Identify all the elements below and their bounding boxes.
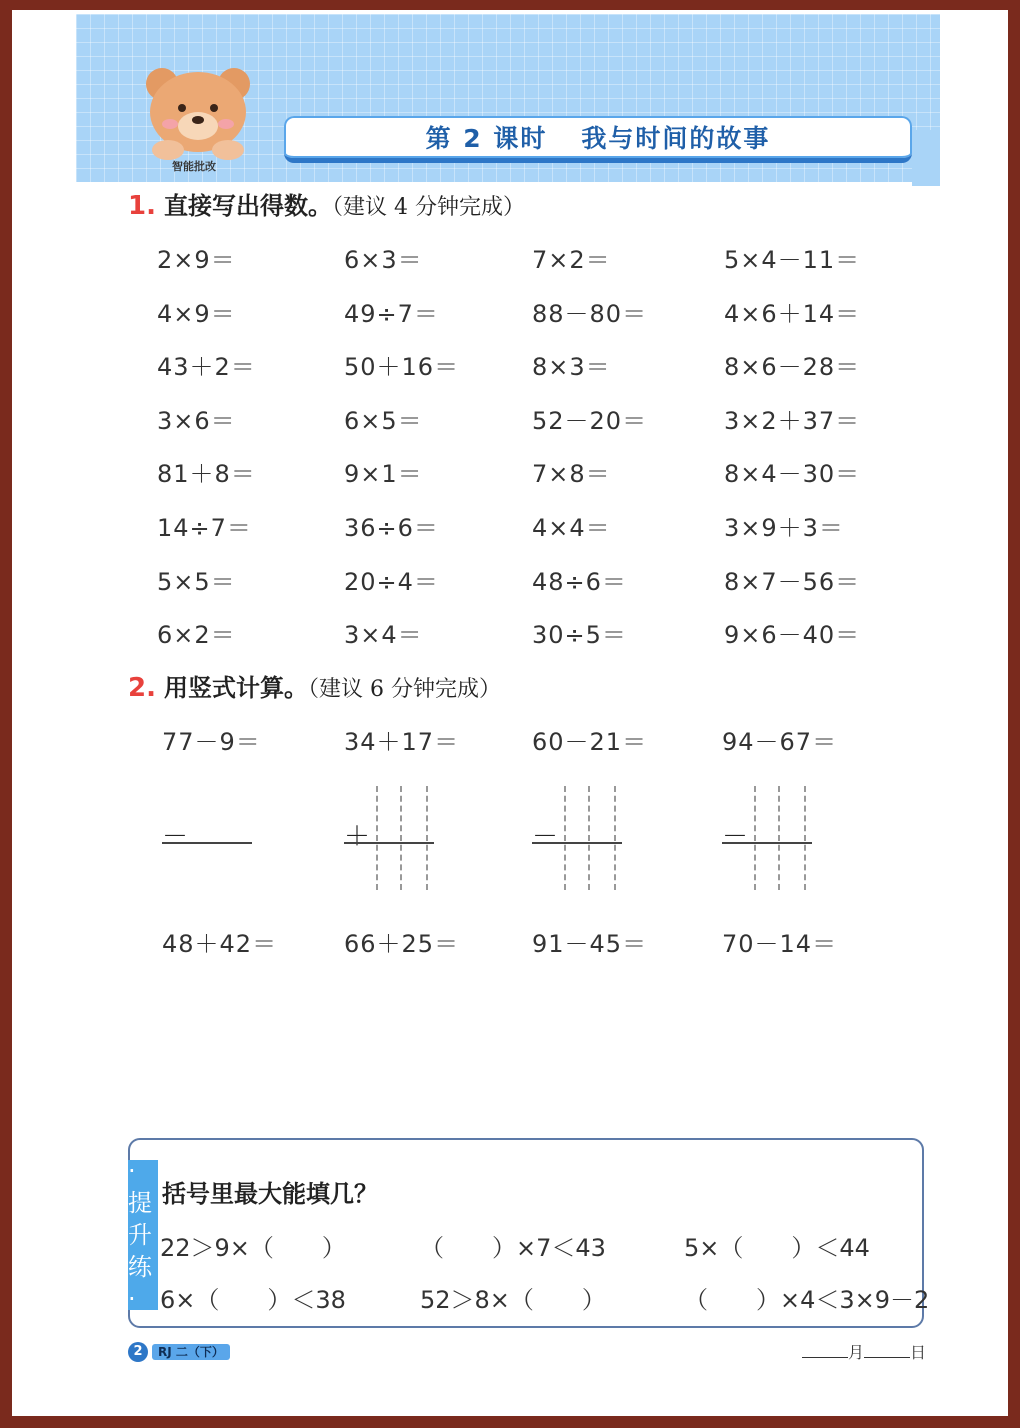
grade-label: RJ 二（下） <box>152 1344 230 1360</box>
oral-calc-problem: 4×6＋14＝ <box>724 300 861 328</box>
oral-calc-problem: 36÷6＝ <box>344 514 439 542</box>
header-band-tail <box>912 130 940 186</box>
oral-calc-problem: 8×4－30＝ <box>724 460 861 488</box>
oral-calc-problem: 30÷5＝ <box>532 621 627 649</box>
vertical-problem: 48＋42＝ <box>162 930 278 958</box>
date-field <box>802 1340 926 1363</box>
lesson-title-bar <box>284 116 912 163</box>
oral-calc-problem: 6×5＝ <box>344 407 423 435</box>
inequality-problem[interactable]: （ ）×4＜3×9－2 <box>684 1286 930 1314</box>
oral-calc-problem: 81＋8＝ <box>157 460 256 488</box>
oral-calc-problem: 7×8＝ <box>532 460 611 488</box>
oral-calc-problem: 7×2＝ <box>532 246 611 274</box>
boost-title: 括号里最大能填几？ <box>162 1180 378 1208</box>
oral-calc-problem: 5×4－11＝ <box>724 246 861 274</box>
digit-guide <box>778 786 780 890</box>
inequality-problem[interactable]: 52＞8×（ ） <box>420 1286 606 1314</box>
oral-calc-problem: 52－20＝ <box>532 407 648 435</box>
section-2-title: 用竖式计算。 <box>163 674 308 702</box>
section-2-number: 2. <box>128 673 156 703</box>
section-2-hint: （建议 6 分钟完成） <box>307 677 501 702</box>
vertical-problem: 70－14＝ <box>722 930 838 958</box>
oral-calc-problem: 9×1＝ <box>344 460 423 488</box>
digit-guide <box>564 786 566 890</box>
inequality-problem[interactable]: 5×（ ）＜44 <box>684 1234 870 1262</box>
lesson-number: 第 2 课时 <box>425 124 548 153</box>
vertical-problem: 94－67＝ <box>722 728 838 756</box>
oral-calc-problem: 20÷4＝ <box>344 568 439 596</box>
section-1-heading <box>128 186 525 221</box>
oral-calc-problem: 88－80＝ <box>532 300 648 328</box>
digit-guide <box>614 786 616 890</box>
digit-guide <box>804 786 806 890</box>
section-1-hint: （建议 4 分钟完成） <box>331 195 525 220</box>
oral-calc-problem: 6×2＝ <box>157 621 236 649</box>
operator-sign: － <box>532 822 559 852</box>
oral-calc-problem: 8×6－28＝ <box>724 353 861 381</box>
oral-calc-problem: 3×9＋3＝ <box>724 514 844 542</box>
oral-calc-problem: 8×3＝ <box>532 353 611 381</box>
digit-guide <box>754 786 756 890</box>
digit-guide <box>376 786 378 890</box>
oral-calc-problem: 5×5＝ <box>157 568 236 596</box>
operator-sign: － <box>162 822 189 852</box>
section-2-heading <box>128 668 501 703</box>
worksheet-page <box>12 10 1008 1416</box>
oral-calc-problem: 14÷7＝ <box>157 514 252 542</box>
inequality-problem[interactable]: 6×（ ）＜38 <box>160 1286 346 1314</box>
oral-calc-problem: 49÷7＝ <box>344 300 439 328</box>
calc-line <box>532 842 622 844</box>
calc-line <box>722 842 812 844</box>
vertical-calc-area[interactable] <box>344 786 444 890</box>
oral-calc-problem: 50＋16＝ <box>344 353 460 381</box>
vertical-calc-area[interactable] <box>532 786 632 890</box>
month-blank[interactable] <box>802 1357 848 1358</box>
oral-calc-problem: 3×4＝ <box>344 621 423 649</box>
inequality-problem[interactable]: （ ）×7＜43 <box>420 1234 606 1262</box>
oral-calc-problem: 3×2＋37＝ <box>724 407 861 435</box>
oral-calc-problem: 3×6＝ <box>157 407 236 435</box>
section-1-number: 1. <box>128 191 156 221</box>
oral-calc-problem: 48÷6＝ <box>532 568 627 596</box>
digit-guide <box>588 786 590 890</box>
bear-caption: 智能批改 <box>172 160 216 173</box>
day-label: 日 <box>910 1343 927 1362</box>
vertical-calc-area[interactable] <box>162 786 262 890</box>
bear-mascot-icon <box>138 60 258 164</box>
operator-sign: － <box>722 822 749 852</box>
vertical-problem: 34＋17＝ <box>344 728 460 756</box>
vertical-problem: 77－9＝ <box>162 728 261 756</box>
oral-calc-problem: 8×7－56＝ <box>724 568 861 596</box>
vertical-problem: 66＋25＝ <box>344 930 460 958</box>
operator-sign: ＋ <box>344 822 371 852</box>
calc-line <box>344 842 434 844</box>
calc-line <box>162 842 252 844</box>
inequality-problem[interactable]: 22＞9×（ ） <box>160 1234 346 1262</box>
page-number: 2 <box>128 1342 148 1362</box>
section-1-title: 直接写出得数。 <box>163 192 332 220</box>
day-blank[interactable] <box>864 1357 910 1358</box>
oral-calc-problem: 2×9＝ <box>157 246 236 274</box>
vertical-problem: 60－21＝ <box>532 728 648 756</box>
oral-calc-problem: 43＋2＝ <box>157 353 256 381</box>
lesson-title: 我与时间的故事 <box>581 124 771 153</box>
boost-tab: ·提升练· <box>128 1160 158 1310</box>
oral-calc-problem: 4×9＝ <box>157 300 236 328</box>
vertical-problem: 91－45＝ <box>532 930 648 958</box>
digit-guide <box>400 786 402 890</box>
month-label: 月 <box>848 1343 865 1362</box>
vertical-calc-area[interactable] <box>722 786 822 890</box>
oral-calc-problem: 6×3＝ <box>344 246 423 274</box>
digit-guide <box>426 786 428 890</box>
oral-calc-problem: 9×6－40＝ <box>724 621 861 649</box>
oral-calc-problem: 4×4＝ <box>532 514 611 542</box>
